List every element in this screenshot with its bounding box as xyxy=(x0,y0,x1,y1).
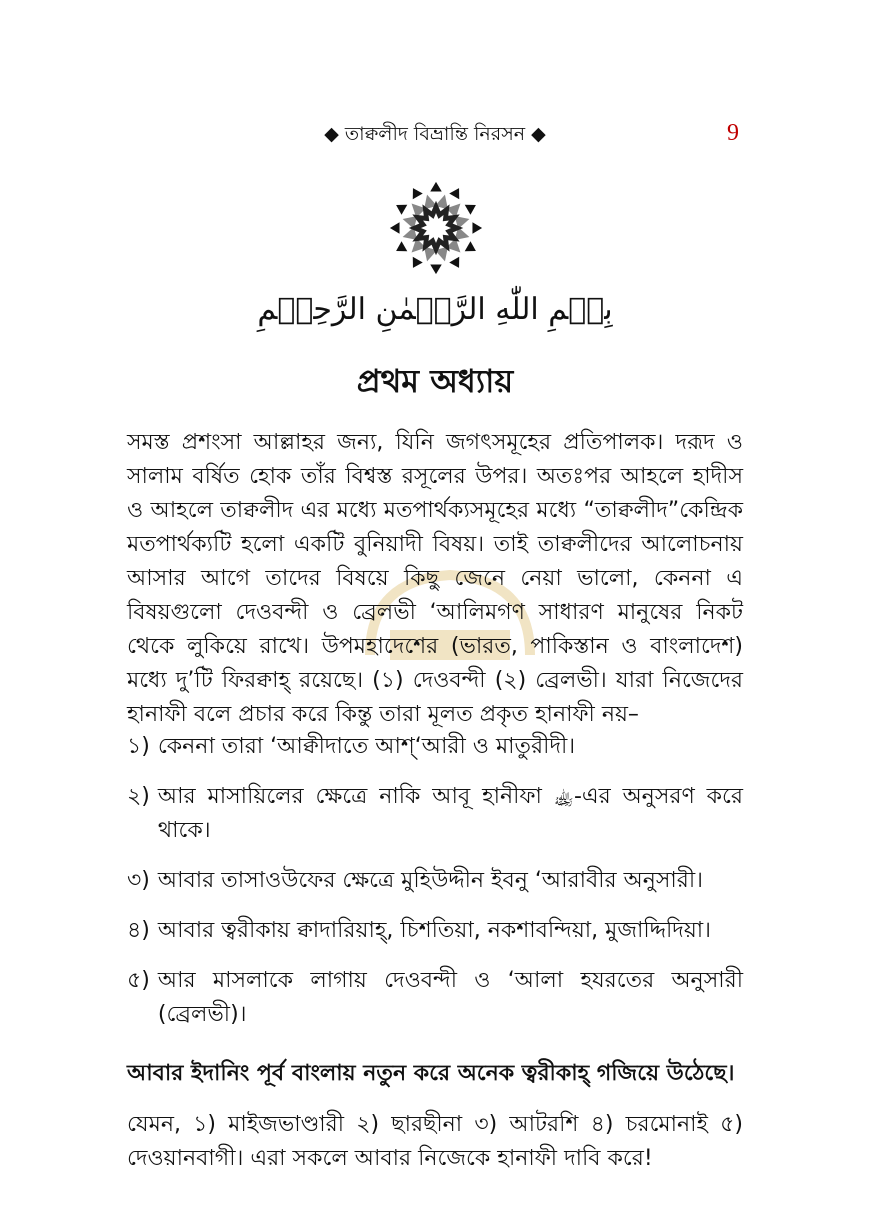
bismillah: بِسۡمِ اللّٰهِ الرَّحۡمٰنِ الرَّحِيۡمِ xyxy=(257,292,613,327)
list-item xyxy=(127,780,743,848)
ornament-petal xyxy=(449,257,464,271)
ornament-petal xyxy=(393,200,407,215)
ornament-petal xyxy=(390,222,400,234)
page-number: 9 xyxy=(727,120,739,146)
ornament-petal xyxy=(430,264,442,274)
ornament-petal xyxy=(408,185,423,199)
list-number: ৫) xyxy=(127,968,150,993)
list-text: আর মাসলাকে লাগায় দেওবন্দী ও ‘আলা হযরতের অনুসারী (ব্রেলভী)। xyxy=(157,968,743,1027)
list-item xyxy=(127,730,743,764)
ornament-petal xyxy=(393,241,407,256)
chapter-title: প্রথম অধ্যায় xyxy=(356,362,514,400)
list-text: কেননা তারা ‘আক্বীদাতে আশ্‘আরী ও মাতুরীদী। xyxy=(157,734,576,759)
ornament-star xyxy=(415,207,457,249)
list-text: আবার তাসাওউফের ক্ষেত্রে মুহিউদ্দীন ইবনু ‘আরাবীর অনুসারী। xyxy=(157,868,704,893)
ornament-petal xyxy=(465,200,479,215)
list-item xyxy=(127,964,743,1032)
intro-paragraph: সমস্ত প্রশংসা আল্লাহর জন্য, যিনি জগৎসমূহের প্রতিপালক। দরূদ ও সালাম বর্ষিত হোক তাঁর বিশ্বস্ত রসূলের উপর। অতঃপর আহলে হাদীস ও আহলে তাক্বলীদ এর মধ্যে মতপার্থক্যসমূহের মধ্যে “তাক্বলীদ”কেন্দ্রিক মতপার্থক্যটি হলো একটি বুনিয়াদী বিষয়। তাই তাক্বলীদের আলোচনায় আসার আগে তাদের বিষয়ে কিছু জেনে নেয়া ভালো, কেননা এ বিষয়গুলো দেওবন্দী ও ব্রেলভী ‘আলিমগণ সাধারণ মানুষের নিকট থেকে লুকিয়ে রাখে। উপমহাদেশের (ভারত, পাকিস্তান ও বাংলাদেশ) মধ্যে দু’টি ফিরক্বাহ্ রয়েছে। (১) দেওবন্দী (২) ব্রেলভী। যারা নিজেদের হানাফী বলে প্রচার করে কিন্তু তারা মূলত প্রকৃত হানাফী নয়– xyxy=(127,430,743,727)
ornament-petal xyxy=(465,241,479,256)
list-number: ৪) xyxy=(127,918,150,943)
star-ornament-icon xyxy=(388,180,484,276)
ornament-petal xyxy=(449,185,464,199)
bold-statement: আবার ইদানিং পূর্ব বাংলায় নতুন করে অনেক ত্বরীকাহ্ গজিয়ে উঠেছে। xyxy=(127,1061,735,1086)
list-item xyxy=(127,864,743,898)
list-text: আর মাসায়িলের ক্ষেত্রে নাকি আবূ হানীফা ﵀-এর অনুসরণ করে থাকে। xyxy=(157,784,743,843)
list-text: আবার ত্বরীকায় ক্বাদারিয়াহ্, চিশতিয়া, নকশাবন্দিয়া, মুজাদ্দিদিয়া। xyxy=(157,918,712,943)
list-item xyxy=(127,914,743,948)
running-header: ◆ তাক্বলীদ বিভ্রান্তি নিরসন ◆ xyxy=(324,123,546,145)
final-paragraph: যেমন, ১) মাইজভাণ্ডারী ২) ছারছীনা ৩) আটরশি ৪) চরমোনাই ৫) দেওয়ানবাগী। এরা সকলে আবার নিজেকে হানাফী দাবি করে! xyxy=(127,1112,743,1171)
point-list xyxy=(127,730,743,1048)
ornament-petal xyxy=(430,182,442,192)
list-number: ৩) xyxy=(127,868,150,893)
list-number: ২) xyxy=(127,784,150,809)
ornament-petal xyxy=(472,222,482,234)
ornament-petal xyxy=(408,257,423,271)
list-number: ১) xyxy=(127,734,150,759)
